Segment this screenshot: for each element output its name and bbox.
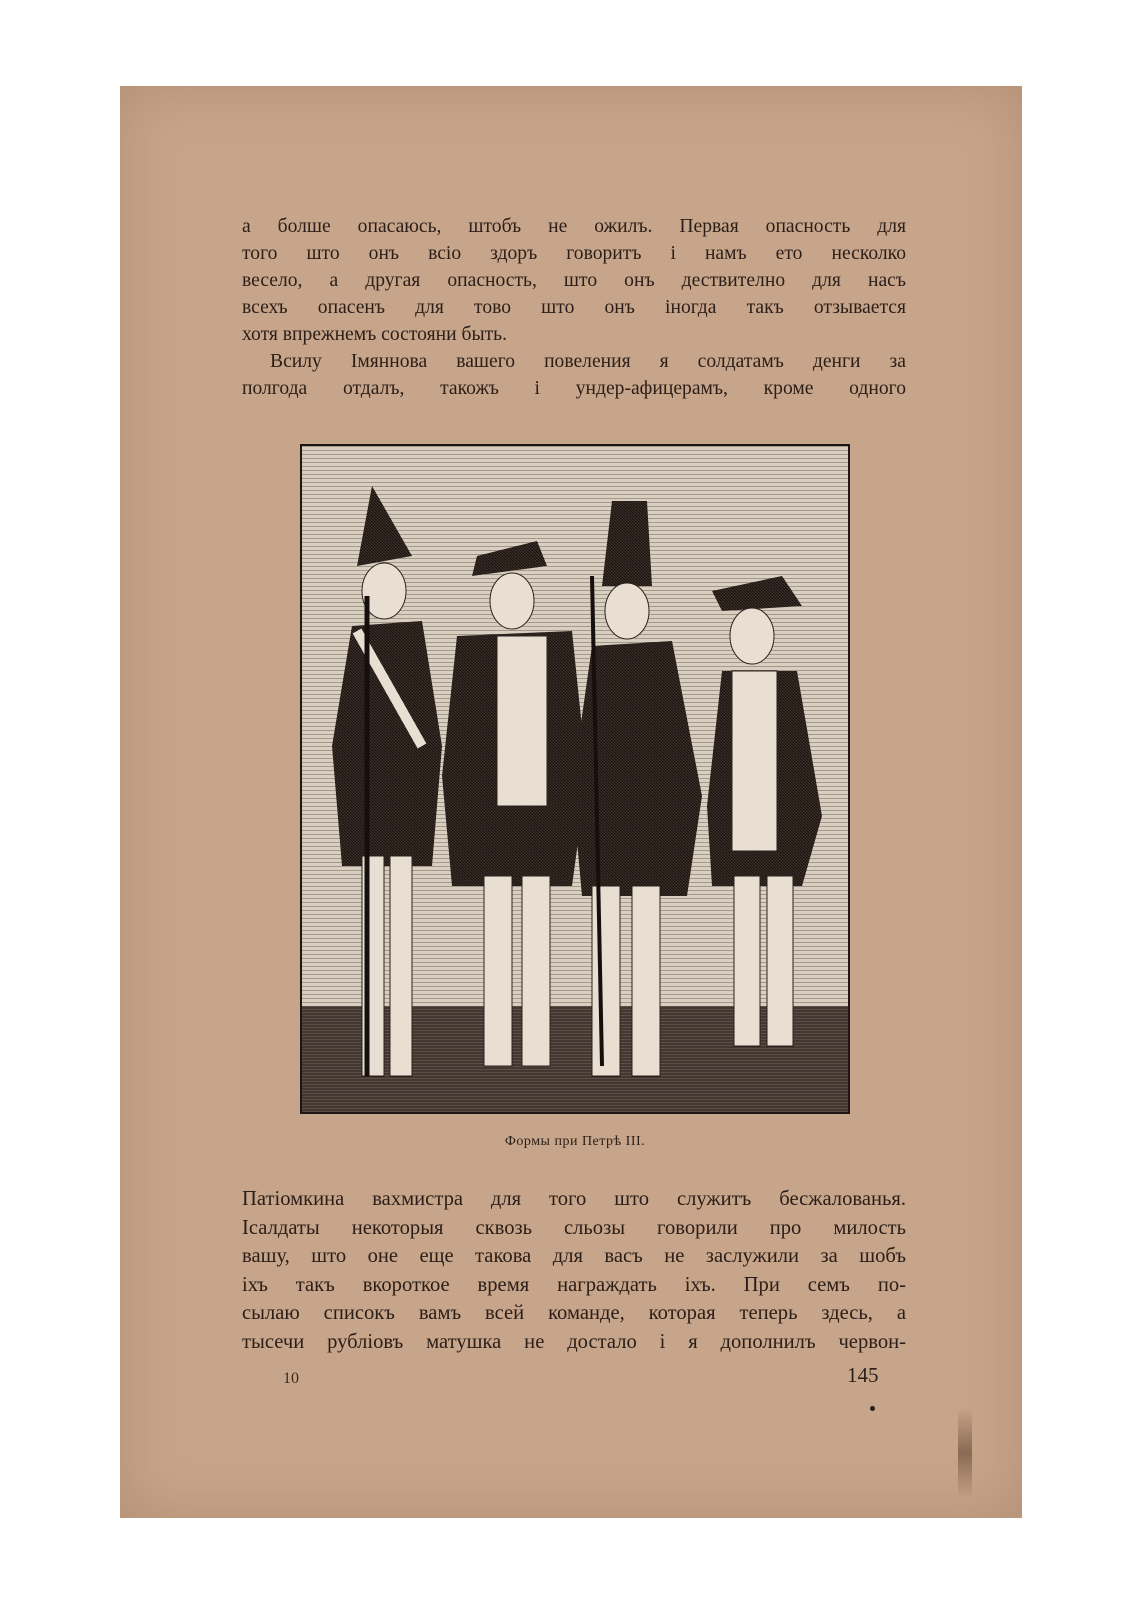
figure-caption: Формы при Петрѣ III.	[504, 1134, 646, 1149]
bottom-paragraph	[242, 1185, 906, 1356]
text-line: сылаю списокъ вамъ всей команде, которая теперь здесь, а	[242, 1302, 906, 1324]
text-line: весело, а другая опасность, што онъ дествително для насъ	[242, 270, 906, 291]
text-line: Патiомкина вахмистра для того што служитъ бесжалованья.	[242, 1188, 906, 1210]
page-number: 145	[847, 1363, 879, 1387]
text-line: iхъ такъ вкороткое время награждать iхъ. При семъ по-	[242, 1273, 906, 1296]
engraving-illustration	[300, 444, 850, 1114]
page-edge-shadow	[958, 1408, 972, 1498]
signature-mark: 10	[283, 1370, 299, 1387]
text-line: всехъ опасенъ для тово што онъ iногда такъ отзывается	[242, 297, 906, 318]
text-line: Iсалдаты некоторыя сквозь сльозы говорили про милость	[242, 1216, 906, 1239]
top-paragraph	[242, 213, 906, 402]
text-line: вашу, што оне еще такова для васъ не заслужили за шобъ	[242, 1245, 906, 1267]
text-line: того што онъ всiо здоръ говоритъ i намъ ето несколко	[242, 243, 906, 264]
text-line: Всилу Iмяннова вашего повеления я солдатамъ денги за	[270, 351, 906, 372]
text-line: а болше опасаюсь, штобъ не ожилъ. Первая опасность для	[242, 216, 906, 237]
ink-dot	[870, 1406, 875, 1411]
text-line: тысечи рублiовъ матушка не достало i я дополнилъ червон-	[242, 1330, 906, 1353]
text-line: полгода отдалъ, такожъ i ундер-афицерамъ, кроме одного	[242, 378, 906, 399]
text-line: хотя впрежнемъ состояни быть.	[242, 324, 508, 345]
